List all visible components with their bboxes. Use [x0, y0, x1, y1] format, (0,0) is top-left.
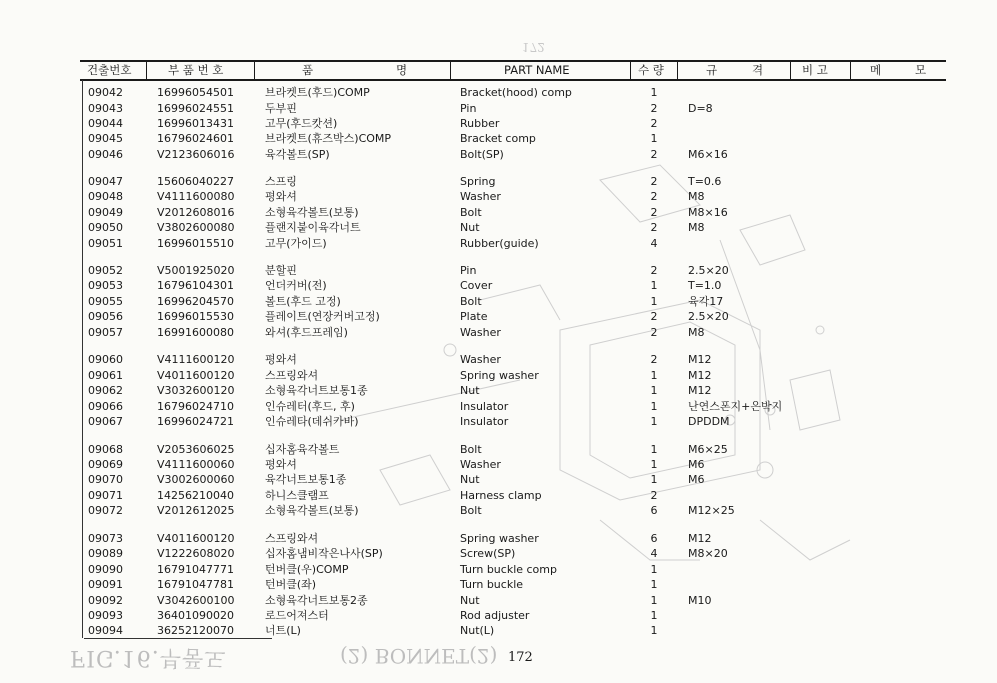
bleed-through-figure-caption: FIG.16.부품도: [70, 645, 227, 670]
specification: M12: [688, 384, 712, 397]
specification: M6: [688, 458, 705, 471]
table-row: [0, 264, 997, 278]
part-number: 36252120070: [157, 624, 234, 637]
header-name-ko-2: 명: [396, 63, 408, 77]
part-name: Bracket comp: [460, 132, 536, 145]
korean-name: 육각볼트(SP): [265, 148, 330, 161]
part-number: V4111600060: [157, 458, 235, 471]
korean-name: 분할핀: [265, 264, 297, 277]
part-number: 16996015510: [157, 237, 234, 250]
part-number: 16796024601: [157, 132, 234, 145]
korean-name: 십자홈육각볼트: [265, 443, 340, 456]
quantity: 1: [650, 443, 658, 456]
page-number: 172: [508, 650, 533, 665]
quantity: 1: [650, 384, 658, 397]
part-number: V5001925020: [157, 264, 235, 277]
quantity: 1: [650, 578, 658, 591]
item-no: 09044: [88, 117, 123, 130]
part-name: Turn buckle: [460, 578, 524, 591]
table-row: [0, 504, 997, 518]
quantity: 2: [650, 264, 658, 277]
korean-name: 스프링와셔: [265, 532, 319, 545]
part-number: V4111600120: [157, 353, 235, 366]
header-memo-1: 메: [870, 63, 882, 77]
korean-name: 소형육각볼트(보통): [265, 206, 359, 219]
header-item-no: 건출번호: [87, 63, 132, 77]
specification: M6: [688, 473, 705, 486]
table-row: [0, 443, 997, 457]
item-no: 09060: [88, 353, 123, 366]
part-number: V2053606025: [157, 443, 235, 456]
table-row: [0, 102, 997, 116]
part-number: V3802600080: [157, 221, 235, 234]
table-row: [0, 578, 997, 592]
header-spec-2: 격: [752, 63, 764, 77]
item-no: 09062: [88, 384, 123, 397]
specification: T=1.0: [688, 279, 722, 292]
part-number: V4011600120: [157, 532, 235, 545]
item-no: 09091: [88, 578, 123, 591]
item-no: 09092: [88, 594, 123, 607]
item-no: 09045: [88, 132, 123, 145]
part-name: Spring: [460, 175, 496, 188]
part-name: Harness clamp: [460, 489, 542, 502]
header-part-no: 부 품 번 호: [168, 63, 224, 77]
item-no: 09073: [88, 532, 123, 545]
korean-name: 턴버클(우)COMP: [265, 563, 349, 576]
korean-name: 스프링: [265, 175, 297, 188]
part-name: Washer: [460, 353, 501, 366]
part-name: Bolt: [460, 504, 482, 517]
part-name: Nut: [460, 384, 480, 397]
quantity: 2: [650, 102, 658, 115]
table-row: [0, 190, 997, 204]
quantity: 4: [650, 237, 658, 250]
korean-name: 와셔(후드프레임): [265, 326, 348, 339]
korean-name: 인슈레터(후드, 후): [265, 400, 355, 413]
specification: M12×25: [688, 504, 735, 517]
part-name: Washer: [460, 190, 501, 203]
quantity: 2: [650, 190, 658, 203]
item-no: 09043: [88, 102, 123, 115]
header-name-ko-1: 품: [302, 63, 314, 77]
table-row: [0, 624, 997, 638]
table-row: [0, 415, 997, 429]
korean-name: 플레이트(연장커버고정): [265, 310, 380, 323]
item-no: 09053: [88, 279, 123, 292]
table-row: [0, 473, 997, 487]
specification: 2.5×20: [688, 264, 729, 277]
table-row: [0, 400, 997, 414]
part-name: Nut: [460, 473, 480, 486]
specification: 육각17: [688, 295, 724, 308]
item-no: 09051: [88, 237, 123, 250]
part-name: Screw(SP): [460, 547, 516, 560]
table-row: [0, 489, 997, 503]
item-no: 09067: [88, 415, 123, 428]
table-row: [0, 353, 997, 367]
bleed-through-section-title: (2) BONNET(2): [340, 644, 498, 668]
korean-name: 브라켓트(후드)COMP: [265, 86, 370, 99]
table-row: [0, 609, 997, 623]
specification: M12: [688, 353, 712, 366]
table-row: [0, 547, 997, 561]
part-name: Washer: [460, 458, 501, 471]
specification: D=8: [688, 102, 713, 115]
part-name: Rubber(guide): [460, 237, 539, 250]
table-row: [0, 132, 997, 146]
korean-name: 고무(후드캇션): [265, 117, 338, 130]
quantity: 1: [650, 473, 658, 486]
part-number: 16996054501: [157, 86, 234, 99]
quantity: 2: [650, 489, 658, 502]
part-number: 14256210040: [157, 489, 234, 502]
item-no: 09070: [88, 473, 123, 486]
quantity: 2: [650, 353, 658, 366]
table-row: [0, 295, 997, 309]
part-name: Spring washer: [460, 369, 539, 382]
part-name: Cover: [460, 279, 493, 292]
item-no: 09048: [88, 190, 123, 203]
korean-name: 평와셔: [265, 190, 297, 203]
quantity: 1: [650, 132, 658, 145]
specification: M6×16: [688, 148, 728, 161]
quantity: 2: [650, 148, 658, 161]
table-row: [0, 369, 997, 383]
part-number: 15606040227: [157, 175, 234, 188]
quantity: 2: [650, 221, 658, 234]
bleed-through-page-mark: 172: [522, 40, 545, 54]
specification: M8×16: [688, 206, 728, 219]
korean-name: 육각너트보통1종: [265, 473, 347, 486]
item-no: 09047: [88, 175, 123, 188]
korean-name: 턴버클(좌): [265, 578, 317, 591]
item-no: 09066: [88, 400, 123, 413]
korean-name: 스프링와셔: [265, 369, 319, 382]
table-row: [0, 384, 997, 398]
quantity: 1: [650, 279, 658, 292]
quantity: 1: [650, 458, 658, 471]
table-row: [0, 532, 997, 546]
part-number: V4011600120: [157, 369, 235, 382]
part-name: Nut(L): [460, 624, 495, 637]
table-row: [0, 175, 997, 189]
table-row: [0, 279, 997, 293]
quantity: 1: [650, 624, 658, 637]
part-name: Bolt: [460, 206, 482, 219]
part-number: V2012612025: [157, 504, 235, 517]
item-no: 09050: [88, 221, 123, 234]
quantity: 2: [650, 175, 658, 188]
quantity: 1: [650, 295, 658, 308]
item-no: 09046: [88, 148, 123, 161]
korean-name: 두부핀: [265, 102, 297, 115]
item-no: 09056: [88, 310, 123, 323]
item-no: 09068: [88, 443, 123, 456]
table-row: [0, 148, 997, 162]
quantity: 1: [650, 400, 658, 413]
part-name: Pin: [460, 102, 477, 115]
korean-name: 로드어져스터: [265, 609, 329, 622]
table-row: [0, 563, 997, 577]
item-no: 09052: [88, 264, 123, 277]
part-name: Pin: [460, 264, 477, 277]
quantity: 1: [650, 415, 658, 428]
part-number: 16996204570: [157, 295, 234, 308]
part-name: Rubber: [460, 117, 500, 130]
part-number: V4111600080: [157, 190, 235, 203]
specification: M12: [688, 369, 712, 382]
part-number: V2123606016: [157, 148, 235, 161]
specification: M8×20: [688, 547, 728, 560]
part-name: Bracket(hood) comp: [460, 86, 572, 99]
part-number: 16791047771: [157, 563, 234, 576]
part-name: Washer: [460, 326, 501, 339]
korean-name: 고무(가이드): [265, 237, 327, 250]
specification: M6×25: [688, 443, 728, 456]
specification: 난연스폰지+은박지: [688, 400, 783, 413]
item-no: 09089: [88, 547, 123, 560]
korean-name: 브라켓트(휴즈박스)COMP: [265, 132, 392, 145]
part-number: 16991600080: [157, 326, 234, 339]
part-number: V3032600120: [157, 384, 235, 397]
table-row: [0, 326, 997, 340]
item-no: 09069: [88, 458, 123, 471]
specification: 2.5×20: [688, 310, 729, 323]
part-name: Plate: [460, 310, 488, 323]
part-number: 36401090020: [157, 609, 234, 622]
quantity: 4: [650, 547, 658, 560]
item-no: 09094: [88, 624, 123, 637]
quantity: 6: [650, 504, 658, 517]
specification: M10: [688, 594, 712, 607]
part-name: Bolt: [460, 295, 482, 308]
item-no: 09061: [88, 369, 123, 382]
item-no: 09042: [88, 86, 123, 99]
part-number: 16996013431: [157, 117, 234, 130]
part-name: Insulator: [460, 415, 509, 428]
korean-name: 볼트(후드 고정): [265, 295, 341, 308]
header-qty: 수 량: [638, 63, 664, 77]
item-no: 09049: [88, 206, 123, 219]
part-number: V2012608016: [157, 206, 235, 219]
item-no: 09057: [88, 326, 123, 339]
table-row: [0, 310, 997, 324]
part-name: Bolt(SP): [460, 148, 504, 161]
quantity: 2: [650, 206, 658, 219]
specification: M8: [688, 190, 705, 203]
item-no: 09090: [88, 563, 123, 576]
korean-name: 인슈레타(데쉬카바): [265, 415, 359, 428]
table-row: [0, 206, 997, 220]
table-row: [0, 458, 997, 472]
korean-name: 소형육각너트보통1종: [265, 384, 368, 397]
table-row: [0, 594, 997, 608]
part-name: Turn buckle comp: [460, 563, 557, 576]
table-row: [0, 117, 997, 131]
item-no: 09072: [88, 504, 123, 517]
item-no: 09071: [88, 489, 123, 502]
part-name: Nut: [460, 221, 480, 234]
part-number: 16996015530: [157, 310, 234, 323]
quantity: 1: [650, 594, 658, 607]
part-number: 16796024710: [157, 400, 234, 413]
korean-name: 언더커버(전): [265, 279, 327, 292]
korean-name: 소형육각볼트(보통): [265, 504, 359, 517]
item-no: 09093: [88, 609, 123, 622]
specification: M8: [688, 326, 705, 339]
part-name: Bolt: [460, 443, 482, 456]
part-number: V3002600060: [157, 473, 235, 486]
table-row: [0, 86, 997, 100]
quantity: 2: [650, 326, 658, 339]
quantity: 1: [650, 369, 658, 382]
specification: T=0.6: [688, 175, 722, 188]
korean-name: 십자홈냄비작은나사(SP): [265, 547, 383, 560]
header-part-name: PART NAME: [504, 63, 570, 77]
part-number: 16796104301: [157, 279, 234, 292]
specification: DPDDM: [688, 415, 730, 428]
specification: M8: [688, 221, 705, 234]
part-number: 16996024721: [157, 415, 234, 428]
part-number: V3042600100: [157, 594, 235, 607]
part-name: Insulator: [460, 400, 509, 413]
korean-name: 플랜지붙이육각너트: [265, 221, 361, 234]
quantity: 1: [650, 563, 658, 576]
part-number: 16791047781: [157, 578, 234, 591]
quantity: 1: [650, 86, 658, 99]
quantity: 2: [650, 310, 658, 323]
table-row: [0, 221, 997, 235]
header-spec-1: 규: [706, 63, 718, 77]
quantity: 6: [650, 532, 658, 545]
korean-name: 하니스클램프: [265, 489, 329, 502]
header-memo-2: 모: [915, 63, 927, 77]
part-number: 16996024551: [157, 102, 234, 115]
part-name: Nut: [460, 594, 480, 607]
header-remark: 비 고: [802, 63, 828, 77]
part-number: V1222608020: [157, 547, 235, 560]
item-no: 09055: [88, 295, 123, 308]
korean-name: 너트(L): [265, 624, 301, 637]
specification: M12: [688, 532, 712, 545]
part-name: Rod adjuster: [460, 609, 530, 622]
table-row: [0, 237, 997, 251]
quantity: 1: [650, 609, 658, 622]
korean-name: 소형육각너트보통2종: [265, 594, 368, 607]
korean-name: 평와셔: [265, 353, 297, 366]
korean-name: 평와셔: [265, 458, 297, 471]
quantity: 2: [650, 117, 658, 130]
part-name: Spring washer: [460, 532, 539, 545]
